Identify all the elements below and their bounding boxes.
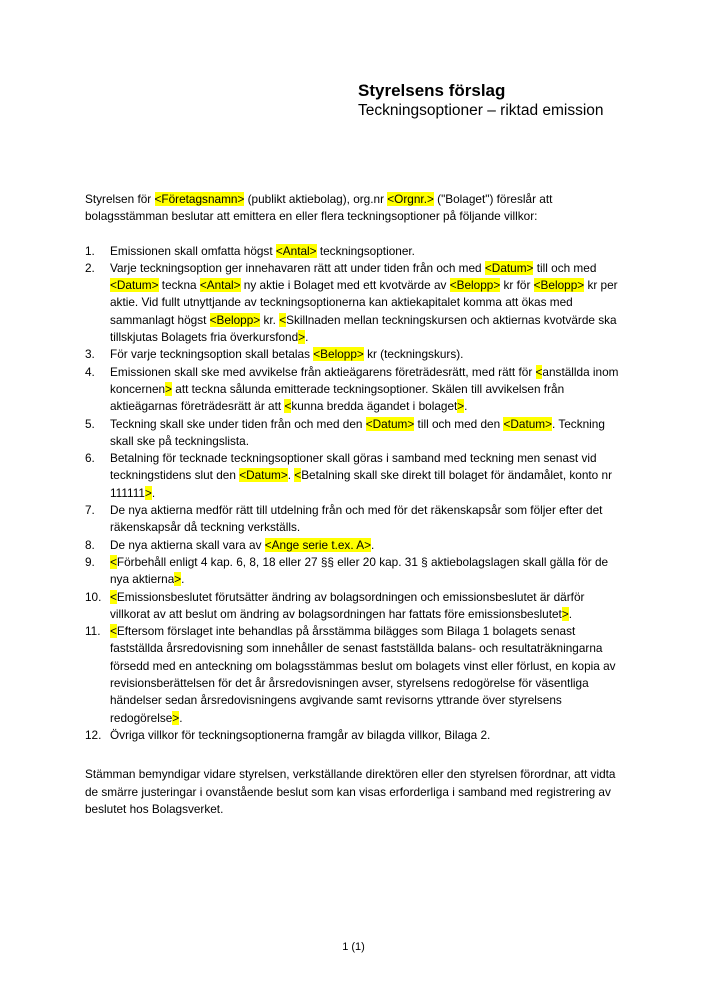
text-segment: Övriga villkor för teckningsoptionerna framgår av bilagda villkor, Bilaga 2.	[110, 727, 491, 742]
text-segment: kr för	[500, 278, 534, 293]
text-segment: Teckning skall ske under tiden från och med den	[110, 416, 366, 431]
placeholder-highlight: <Datum>	[503, 416, 552, 431]
list-item-number: 8.	[85, 537, 95, 552]
list-item-text	[110, 450, 627, 502]
text-segment: kr per aktie. Vid fullt utnyttjande av teckningsoptionerna kan aktiekapitalet komma att ökas med sammanlagt högst	[110, 278, 618, 327]
intro-paragraph	[85, 191, 627, 226]
list-item	[85, 243, 627, 260]
list-item	[85, 416, 627, 451]
text-segment: Stämman bemyndigar vidare styrelsen, verkställande direktören eller den styrelsen förordnar, att vidta de smärre justeringar i ovanstående beslut som kan visas erforderliga i samband med registrering av beslutet hos Bolagsverket.	[85, 767, 616, 816]
placeholder-highlight: <Antal>	[275, 243, 317, 258]
list-item-number: 7.	[85, 503, 95, 518]
document-header	[358, 80, 658, 120]
text-segment: ny aktie i Bolaget med ett kvotvärde av	[240, 278, 450, 293]
list-item-text	[110, 346, 627, 363]
text-segment: .	[181, 572, 185, 587]
list-item	[85, 554, 627, 589]
list-item-text	[110, 502, 627, 537]
document-body	[85, 191, 627, 830]
list-item-text	[110, 243, 627, 260]
page-number: 1 (1)	[342, 941, 365, 953]
list-item-text	[110, 260, 627, 346]
list-item-text	[110, 554, 627, 589]
placeholder-highlight: >	[172, 710, 180, 725]
list-item-number: 9.	[85, 554, 95, 569]
placeholder-highlight: <Datum>	[239, 468, 288, 483]
text-segment: . Teckning skall ske på teckningslista.	[110, 416, 605, 448]
text-segment: Emissionen skall omfatta högst	[110, 243, 276, 258]
placeholder-highlight: >	[145, 485, 152, 500]
placeholder-highlight: <	[294, 468, 302, 483]
list-item-text	[110, 589, 627, 624]
placeholder-highlight: <Orgnr.>	[387, 192, 434, 206]
text-segment: kr.	[260, 312, 280, 327]
page-title: Styrelsens förslag	[358, 81, 506, 100]
text-segment: För varje teckningsoption skall betalas	[110, 347, 314, 362]
placeholder-highlight: <	[110, 624, 117, 639]
list-item	[85, 589, 627, 624]
text-segment: Eftersom förslaget inte behandlas på årsstämma bilägges som Bilaga 1 bolagets senast fastställda årsredovisning som innehåller de senast fastställda balans- och resultaträkningarna försedd med en anteckning om bolagsstämmas beslut om bolagets vinst eller förlust, en kopia av revisionsberättelsen för det år årsredovisningen avser, styrelsens redogörelse för väsentliga händelser sedan årsredovisningens avgivande samt revisorns yttrande över styrelsens redogörelse	[110, 624, 616, 725]
list-item-text	[110, 623, 627, 727]
text-segment: .	[287, 468, 295, 483]
list-item-number: 2.	[85, 260, 95, 275]
text-segment: Betalning för tecknade teckningsoptioner skall göras i samband med teckning men senast vid teckningstidens slut den	[110, 451, 597, 483]
text-segment: .	[305, 330, 309, 345]
list-item-number: 5.	[85, 416, 95, 431]
placeholder-highlight: >	[174, 572, 182, 587]
text-segment: Emissionsbeslutet förutsätter ändring av bolagsordningen och emissionsbeslutet är därför villkorat av att beslut om ändring av bolagsordningen har fattats före emissionsbeslutet	[110, 589, 585, 621]
text-segment: De nya aktierna medför rätt till utdelning från och med för det räkenskapsår som följer efter det räkenskapsår då teckning verkställs.	[110, 503, 603, 535]
placeholder-highlight: <	[535, 364, 543, 379]
placeholder-highlight: >	[298, 330, 306, 345]
list-item-number: 3.	[85, 347, 95, 362]
placeholder-highlight: <	[110, 589, 117, 604]
placeholder-highlight: <Datum>	[484, 260, 534, 275]
text-segment: anställda inom koncernen	[110, 364, 619, 396]
placeholder-highlight: <Företagsnamn>	[154, 192, 245, 206]
text-segment: till och med den	[414, 416, 504, 431]
text-segment: teckningsoptioner.	[316, 243, 415, 258]
list-item-text	[110, 727, 627, 744]
placeholder-highlight: <Datum>	[365, 416, 415, 431]
list-item	[85, 537, 627, 554]
list-item-number: 12.	[85, 727, 102, 742]
text-segment: till och med	[533, 260, 597, 275]
list-item-number: 1.	[85, 243, 95, 258]
text-segment: ("Bolaget") föreslår att bolagsstämman beslutar att emittera en eller flera teckningsoptioner på följande villkor:	[85, 192, 553, 224]
placeholder-highlight: <Belopp>	[209, 312, 261, 327]
text-segment: att teckna sålunda emitterade teckningsoptioner. Skälen till avvikelsen från aktieägarnas företrädesrätt är att	[110, 381, 565, 414]
placeholder-highlight: <Belopp>	[313, 347, 364, 362]
closing-paragraph	[85, 766, 627, 818]
page-subtitle: Teckningsoptioner – riktad emission	[358, 102, 604, 119]
list-item-text	[110, 537, 627, 554]
placeholder-highlight: <Belopp>	[533, 278, 585, 293]
placeholder-highlight: <	[110, 554, 117, 569]
text-segment: .	[151, 485, 156, 500]
text-segment: Betalning skall ske direkt till bolaget för ändamålet, konto nr 111111	[110, 468, 613, 500]
text-segment: Varje teckningsoption ger innehavaren rätt att under tiden från och med	[110, 260, 485, 275]
placeholder-highlight: <	[284, 399, 292, 414]
placeholder-highlight: >	[561, 606, 569, 621]
list-item	[85, 623, 627, 727]
text-segment: Styrelsen för	[85, 192, 155, 206]
page-footer	[0, 940, 707, 954]
list-item	[85, 260, 627, 346]
list-item-text	[110, 416, 627, 451]
placeholder-highlight: <Datum>	[110, 278, 159, 293]
text-segment: kunna bredda ägandet i bolaget	[291, 399, 458, 414]
text-segment: Skillnaden mellan teckningskursen och aktiernas kvotvärde ska tillskjutas Bolagets fria överkursfond	[110, 312, 617, 345]
text-segment: .	[179, 710, 183, 725]
text-segment: De nya aktierna skall vara av	[110, 537, 265, 552]
placeholder-highlight: >	[165, 381, 172, 396]
placeholder-highlight: <Ange serie t.ex. A>	[264, 537, 371, 552]
list-item-number: 4.	[85, 364, 95, 379]
placeholder-highlight: <	[279, 312, 287, 327]
text-segment: .	[568, 606, 572, 621]
list-item	[85, 346, 627, 363]
list-item	[85, 727, 627, 744]
text-segment: Förbehåll enligt 4 kap. 6, 8, 18 eller 27 §§ eller 20 kap. 31 § aktiebolagslagen skall gälla för de nya aktierna	[110, 554, 609, 587]
list-item-number: 10.	[85, 589, 102, 604]
placeholder-highlight: <Antal>	[199, 278, 241, 293]
terms-list	[85, 243, 627, 745]
list-item	[85, 450, 627, 502]
text-segment: teckna	[158, 278, 200, 293]
list-item-text	[110, 364, 627, 416]
list-item	[85, 364, 627, 416]
text-segment: .	[371, 537, 375, 552]
list-item	[85, 502, 627, 537]
text-segment: kr (teckningskurs).	[363, 347, 464, 362]
text-segment: (publikt aktiebolag), org.nr	[244, 192, 388, 206]
text-segment: .	[464, 399, 468, 414]
list-item-number: 6.	[85, 451, 95, 466]
placeholder-highlight: <Belopp>	[449, 278, 501, 293]
placeholder-highlight: >	[457, 399, 465, 414]
list-item-number: 11.	[85, 624, 101, 639]
text-segment: Emissionen skall ske med avvikelse från aktieägarens företrädesrätt, med rätt för	[110, 364, 536, 379]
